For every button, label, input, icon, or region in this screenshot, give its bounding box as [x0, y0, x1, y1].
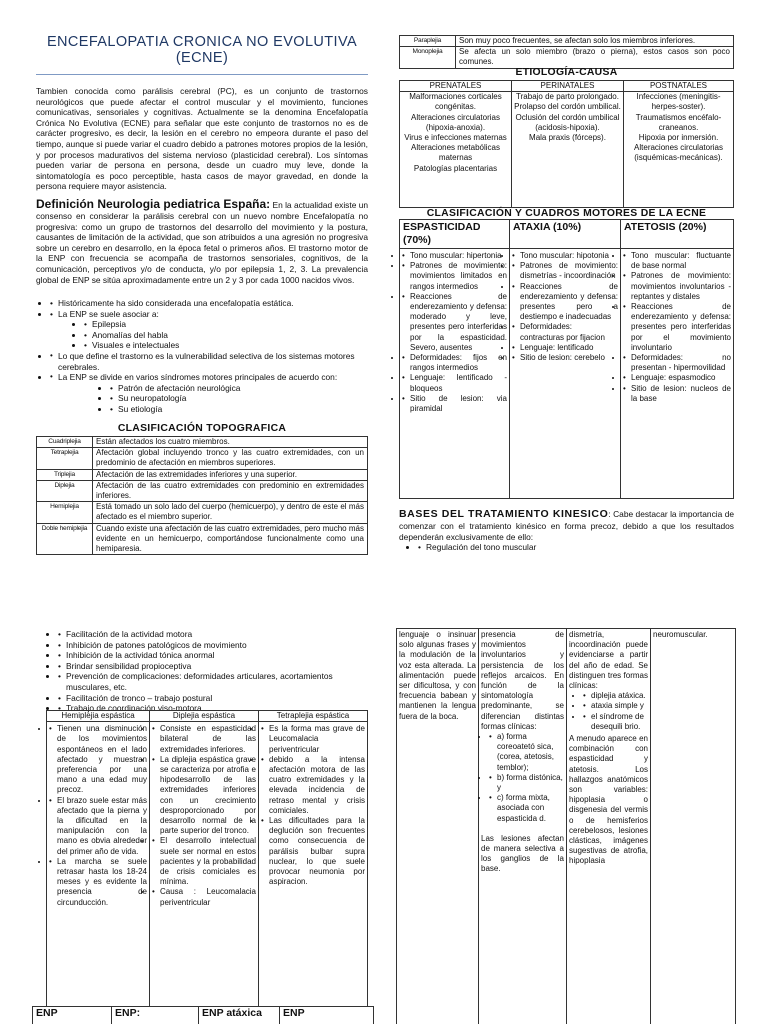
bases-text: Cabe destacar la importancia de comenzar con el tratamiento kinésico en forma precoz, debido a que los resultados dependerán exclusivamente de ello:	[399, 509, 735, 542]
esp-col-tetra: Tetraplejia espástica	[259, 711, 368, 722]
list-item: • • Trabajo de coordinación viso-motora	[58, 703, 368, 714]
definition-paragraph	[36, 198, 368, 285]
form-item: • • el síndrome de desequili brio.	[583, 712, 648, 732]
clasif-item: • • Reacciones de enderezamiento y defensa: presentes pero a destiempo e inadecuadas	[512, 282, 618, 323]
topo-type: Diplejia	[37, 480, 93, 501]
esp-item: • • El desarrollo intelectual suele ser normal en estos pacientes y la probabilidad de crisis comiciales es mínima.	[152, 836, 256, 887]
definition-heading: Definición Neurologia pediatrica España:	[36, 197, 271, 211]
esp-item: • • debido a la intensa afectación motora de las cuatro extremidades y la elevada incidencia de retraso mental y crisis comiciales.	[261, 755, 365, 816]
list-item: • • La ENP se suele asociar a:	[50, 309, 368, 320]
etio-table	[399, 80, 734, 208]
enp-col-4: ENP	[280, 1007, 374, 1024]
clasif-item: • • Deformidades: contracturas por fijacion	[512, 322, 618, 342]
sub-list-item: • • Visuales e intelectuales	[84, 340, 368, 351]
enp-table	[32, 1006, 374, 1024]
enp-cont-2: presencia de movimientos involuntarios y persistencia de los reflejos arcaicos. En función de la sintomatología predominante, se diferencian distintas formas clínicas: • • a) forma coreoatetó sica, (corea, atetosis, temblor); • • b) forma distónica, y • • c) forma mixta, asociada con espasticida d. Las lesiones afectan de manera selectiva a los ganglios de la base.	[479, 629, 567, 1024]
topo-table	[36, 436, 368, 555]
topo-description: Son muy poco frecuentes, se afectan solo los miembros inferiores.	[456, 36, 734, 47]
clasif-item: • • Lenguaje: espasmodico	[623, 373, 731, 383]
etio-col-pre: PRENATALES	[400, 81, 512, 92]
treatment-list	[58, 629, 368, 714]
enp-col-3: ENP atáxica	[199, 1007, 280, 1024]
list-item: • • Históricamente ha sido considerada una encefalopatía estática.	[50, 298, 368, 309]
enp-col-2: ENP:	[112, 1007, 199, 1024]
form-item: • • a) forma coreoatetó sica, (corea, atetosis, temblor);	[489, 732, 564, 773]
topo-description: Están afectados los cuatro miembros.	[93, 437, 368, 448]
clasif-item: • • Sitio de lesion: via piramidal	[402, 394, 507, 414]
etio-post: Infecciones (meningitis-herpes-soster). Traumatismos encéfalo-craneanos. Hipoxia por inmersión. Alteraciones circulatorias (isquémicas-mecánicas).	[624, 92, 734, 208]
enp-cont-3: dismetría, incoordinación puede evidenciarse a partir del año de edad. Se distinguen tres formas clínicas: • • diplejia atáxica. • • ataxia simple y • • el síndrome de desequili brio. A menudo aparece en combinación con espasticidad y atetosis. Los hallazgos anatómicos son variables: hipoplasia o disgenesia del vermis o de hemisferios cerebelosos, lesiones clásticas, imágenes sugestivas de atrofia, hipoplasia	[567, 629, 651, 1024]
form-item: • • b) forma distónica, y	[489, 773, 564, 793]
sub-list-item: • • Su neuropatología	[110, 393, 368, 404]
page-title: ENCEFALOPATIA CRONICA NO EVOLUTIVA (ECNE)	[46, 34, 358, 66]
topo-description: Afectación de las cuatro extremidades con predominio en extremidades inferiores.	[93, 480, 368, 501]
esp-item: • • Es la forma mas grave de Leucomalacia periventricular	[261, 724, 365, 755]
list-item: • • La ENP se divide en varios síndromes motores principales de acuerdo con:	[50, 372, 368, 383]
sub-list-item: • • Su etiología	[110, 404, 368, 415]
esp-item: • • La marcha se suele retrasar hasta los 18-24 meses y es evidente la presencia de circunducción.	[49, 857, 147, 908]
topo-row	[37, 469, 368, 480]
topo-row	[37, 480, 368, 501]
topo-type: Monoplejia	[400, 47, 456, 68]
esp-col-hemi: Hemiplejia espástica	[47, 711, 150, 722]
topo-description: Afectación de las extremidades inferiores y una superior.	[93, 469, 368, 480]
enp-continuation-table	[396, 628, 736, 1024]
topo-heading: CLASIFICACIÓN TOPOGRAFICA	[117, 423, 287, 434]
clasif-table	[399, 219, 734, 499]
topo-type: Hemiplejia	[37, 502, 93, 523]
topo-row	[400, 47, 734, 68]
topo-row	[37, 502, 368, 523]
list-item: • • Inhibición de patones patológicos de movimiento	[58, 640, 368, 651]
esp-item: • • Consiste en espasticidad bilateral de las extremidades inferiores.	[152, 724, 256, 755]
clasif-item: • • Lenguaje: lentificado - bloqueos	[402, 373, 507, 393]
esp-item: • • El brazo suele estar más afectado que la pierna y la dificultad en la manipulación con la mano es obvia alrededor del primer año de vida.	[49, 796, 147, 857]
list-item: • • Lo que define el trastorno es la vulnerabilidad selectiva de los sistemas motores cerebrales.	[50, 351, 368, 372]
clasif-item: • • Tono muscular: hipotonia	[512, 251, 618, 261]
clasif-item: • • Patrones de movimiento: dismetrías - incoordinación	[512, 261, 618, 281]
clasif-item: • • Sitio de lesion: nucleos de la base	[623, 384, 731, 404]
clasif-item: • • Sitio de lesion: cerebelo	[512, 353, 618, 363]
title-divider	[36, 74, 368, 75]
list-item: • • Brindar sensibilidad propioceptiva	[58, 661, 368, 672]
etio-peri: Trabajo de parto prolongado. Prolapso del cordón umbilical. Oclusión del cordón umbilical (acidosis-hipoxia). Mala praxis (fórceps).	[512, 92, 624, 208]
clasif-col-ataxia: ATAXIA (10%)	[510, 220, 621, 249]
esp-item: • • La diplejia espástica grave se caracteriza por atrofia e hipodesarrollo de las extremidades inferiores con un crecimiento desproporcionado por desarrollo normal de la parte superior del tronco.	[152, 755, 256, 837]
enp-cont-1: lenguaje o insinuar solo algunas frases y la modulación de la voz esta alterada. La alimentación puede ser dificultosa, y con frecuencia babean y mantienen la lengua fuera de la boca.	[397, 629, 479, 1024]
topo-row	[400, 36, 734, 47]
esp-col-di: Diplejia espástica	[150, 711, 259, 722]
clasif-item: • • Deformidades: no presentan - hipermovilidad	[623, 353, 731, 373]
esp-table	[46, 710, 368, 1007]
form-item: • • c) forma mixta, asociada con espasticida d.	[489, 793, 564, 824]
enp-cont-4: neuromuscular.	[651, 629, 736, 1024]
clasif-col-atetosis: ATETOSIS (20%)	[621, 220, 734, 249]
clasif-heading: CLASIFICACIÓN Y CUADROS MOTORES DE LA ECNE	[426, 208, 707, 219]
bases-paragraph: BASES DEL TRATAMIENTO KINESICO: Cabe destacar la importancia de comenzar con el tratamiento kinésico en forma precoz, debido a que los resultados dependerán exclusivamente de ello:	[399, 508, 735, 542]
etio-col-post: POSTNATALES	[624, 81, 734, 92]
topo-type: Doble hemiplejia	[37, 523, 93, 555]
sub-list-item: • • Patrón de afectación neurológica	[110, 383, 368, 394]
association-list	[50, 298, 368, 415]
topo-type: Cuadriplejia	[37, 437, 93, 448]
clasif-item: • • Tono muscular: hipertonia	[402, 251, 507, 261]
form-item: • • diplejia atáxica.	[583, 691, 648, 701]
clasif-item: • • Deformidades: fijos en rangos intermedios	[402, 353, 507, 373]
form-item: • • ataxia simple y	[583, 701, 648, 711]
topo-type: Paraplejia	[400, 36, 456, 47]
topo-type: Tetraplejia	[37, 448, 93, 469]
esp-item: • • Causa : Leucomalacia periventricular	[152, 887, 256, 907]
topo-description: Cuando existe una afectación de las cuatro extremidades, pero mucho más evidente en un hemicuerpo, comportándose funcionalmente como una hemiparesia.	[93, 523, 368, 555]
list-item: • • Prevención de complicaciones: deformidades articulares, acortamientos musculares, etc.	[58, 671, 368, 692]
etio-pre: Malformaciones corticales congénitas. Alteraciones circulatorias (hipoxia-anoxia). Virus e infecciones maternas Alteraciones metabólicas maternas Patologías placentarias	[400, 92, 512, 208]
topo-type: Triplejia	[37, 469, 93, 480]
topo-description: Está tomado un solo lado del cuerpo (hemicuerpo), y dentro de este el más afectado es el miembro superior.	[93, 502, 368, 523]
topo-row	[37, 523, 368, 555]
bases-item: • • Regulación del tono muscular	[418, 542, 718, 553]
sub-list-item: • • Anomalías del habla	[84, 330, 368, 341]
definition-text: En la actualidad existe un consenso en considerar la parálisis cerebral con un nuevo nombre Encefalopatía no progresiva: como un grupo de trastornos del desarrollo del movimiento y la postura, causantes de limitación de la actividad, que son atribuidos a una agresión no progresiva sobre un cerebro en desarrollo, en la época fetal o primeros años. El trastorno motor de la ENP con frecuencia se acompaña de trastornos sensoriales, cognitivos, de la comunicación, perceptivos y/o de conducta, y/o por epilepsia 1, 2, 3. La prevalencia global de ENP se sitúa aproximadamente entre un 2 y 3 por cada 1000 nacidos vivos.	[36, 200, 369, 285]
clasif-item: • • Reacciones de enderezamiento y defensa: moderado y leve, presentes pero interferidas por la espasticidad. Severo, ausentes	[402, 292, 507, 353]
clasif-item: • • Patrones de movimiento: movimientos involuntarios - reptantes y distales	[623, 271, 731, 302]
topo-row	[37, 448, 368, 469]
topo-description: Afectación global incluyendo tronco y las cuatro extremidades, con un predominio de afectación en miembros superiores.	[93, 448, 368, 469]
clasif-item: • • Patrones de movimiento: movimientos limitados en rangos intermedios	[402, 261, 507, 292]
clasif-col-esp: ESPASTICIDAD (70%)	[400, 220, 510, 249]
etio-heading: ETIOLOGÍA-CAUSA	[515, 67, 618, 78]
clasif-item: • • Tono muscular: fluctuante de base normal	[623, 251, 731, 271]
enp-col-1: ENP	[33, 1007, 112, 1024]
topo-table-cont	[399, 35, 734, 69]
sub-list-item: • • Epilepsia	[84, 319, 368, 330]
list-item: • • Facilitación de la actividad motora	[58, 629, 368, 640]
esp-item: • • Las dificultades para la deglución son frecuentes como consecuencia de parálisis bulbar supra nuclear, lo que suele provocar neumonia por aspiracion.	[261, 816, 365, 887]
clasif-item: • • Lenguaje: lentificado	[512, 343, 618, 353]
etio-col-peri: PERINATALES	[512, 81, 624, 92]
esp-item: • • Tienen una disminución de los movimientos espontáneos en el lado afectado y muestran preferencia por una mano a una edad muy precoz.	[49, 724, 147, 795]
list-item: • • Inhibición de la actividad tónica anormal	[58, 650, 368, 661]
topo-row	[37, 437, 368, 448]
topo-description: Se afecta un solo miembro (brazo o pierna), estos casos son poco comunes.	[456, 47, 734, 68]
list-item: • • Facilitación de tronco – trabajo postural	[58, 693, 368, 704]
clasif-item: • • Reacciones de enderezamiento y defensa: presentes pero interferidas por el movimiento involuntario	[623, 302, 731, 353]
intro-paragraph: Tambien conocida como parálisis cerebral (PC), es un conjunto de trastornos neurológicos que puede afectar el control muscular y el movimiento, funciones comunicativas, sensoriales y cognitivas. Actualmente se la denomina Encefalopatía Crónica No Evolutiva (ECNE) para señalar que este conjunto de trastornos no es de carácter progresivo, es decir, la lesión en el cerebro no empeora durante el paso del tiempo, aunque si puede variar el cuadro debido a patrones motores propios de la lesión, y por procesos madurativos del sistema nervioso (plasticidad cerebral). Los síntomas pueden variar de persona en persona, desde un cuadro muy leve, donde la sintomatología es poco perceptible, hasta casos de mayor gravedad, en donde la persona requiere mayor asistencia.	[36, 86, 368, 192]
bases-heading: BASES DEL TRATAMIENTO KINESICO	[399, 508, 609, 520]
